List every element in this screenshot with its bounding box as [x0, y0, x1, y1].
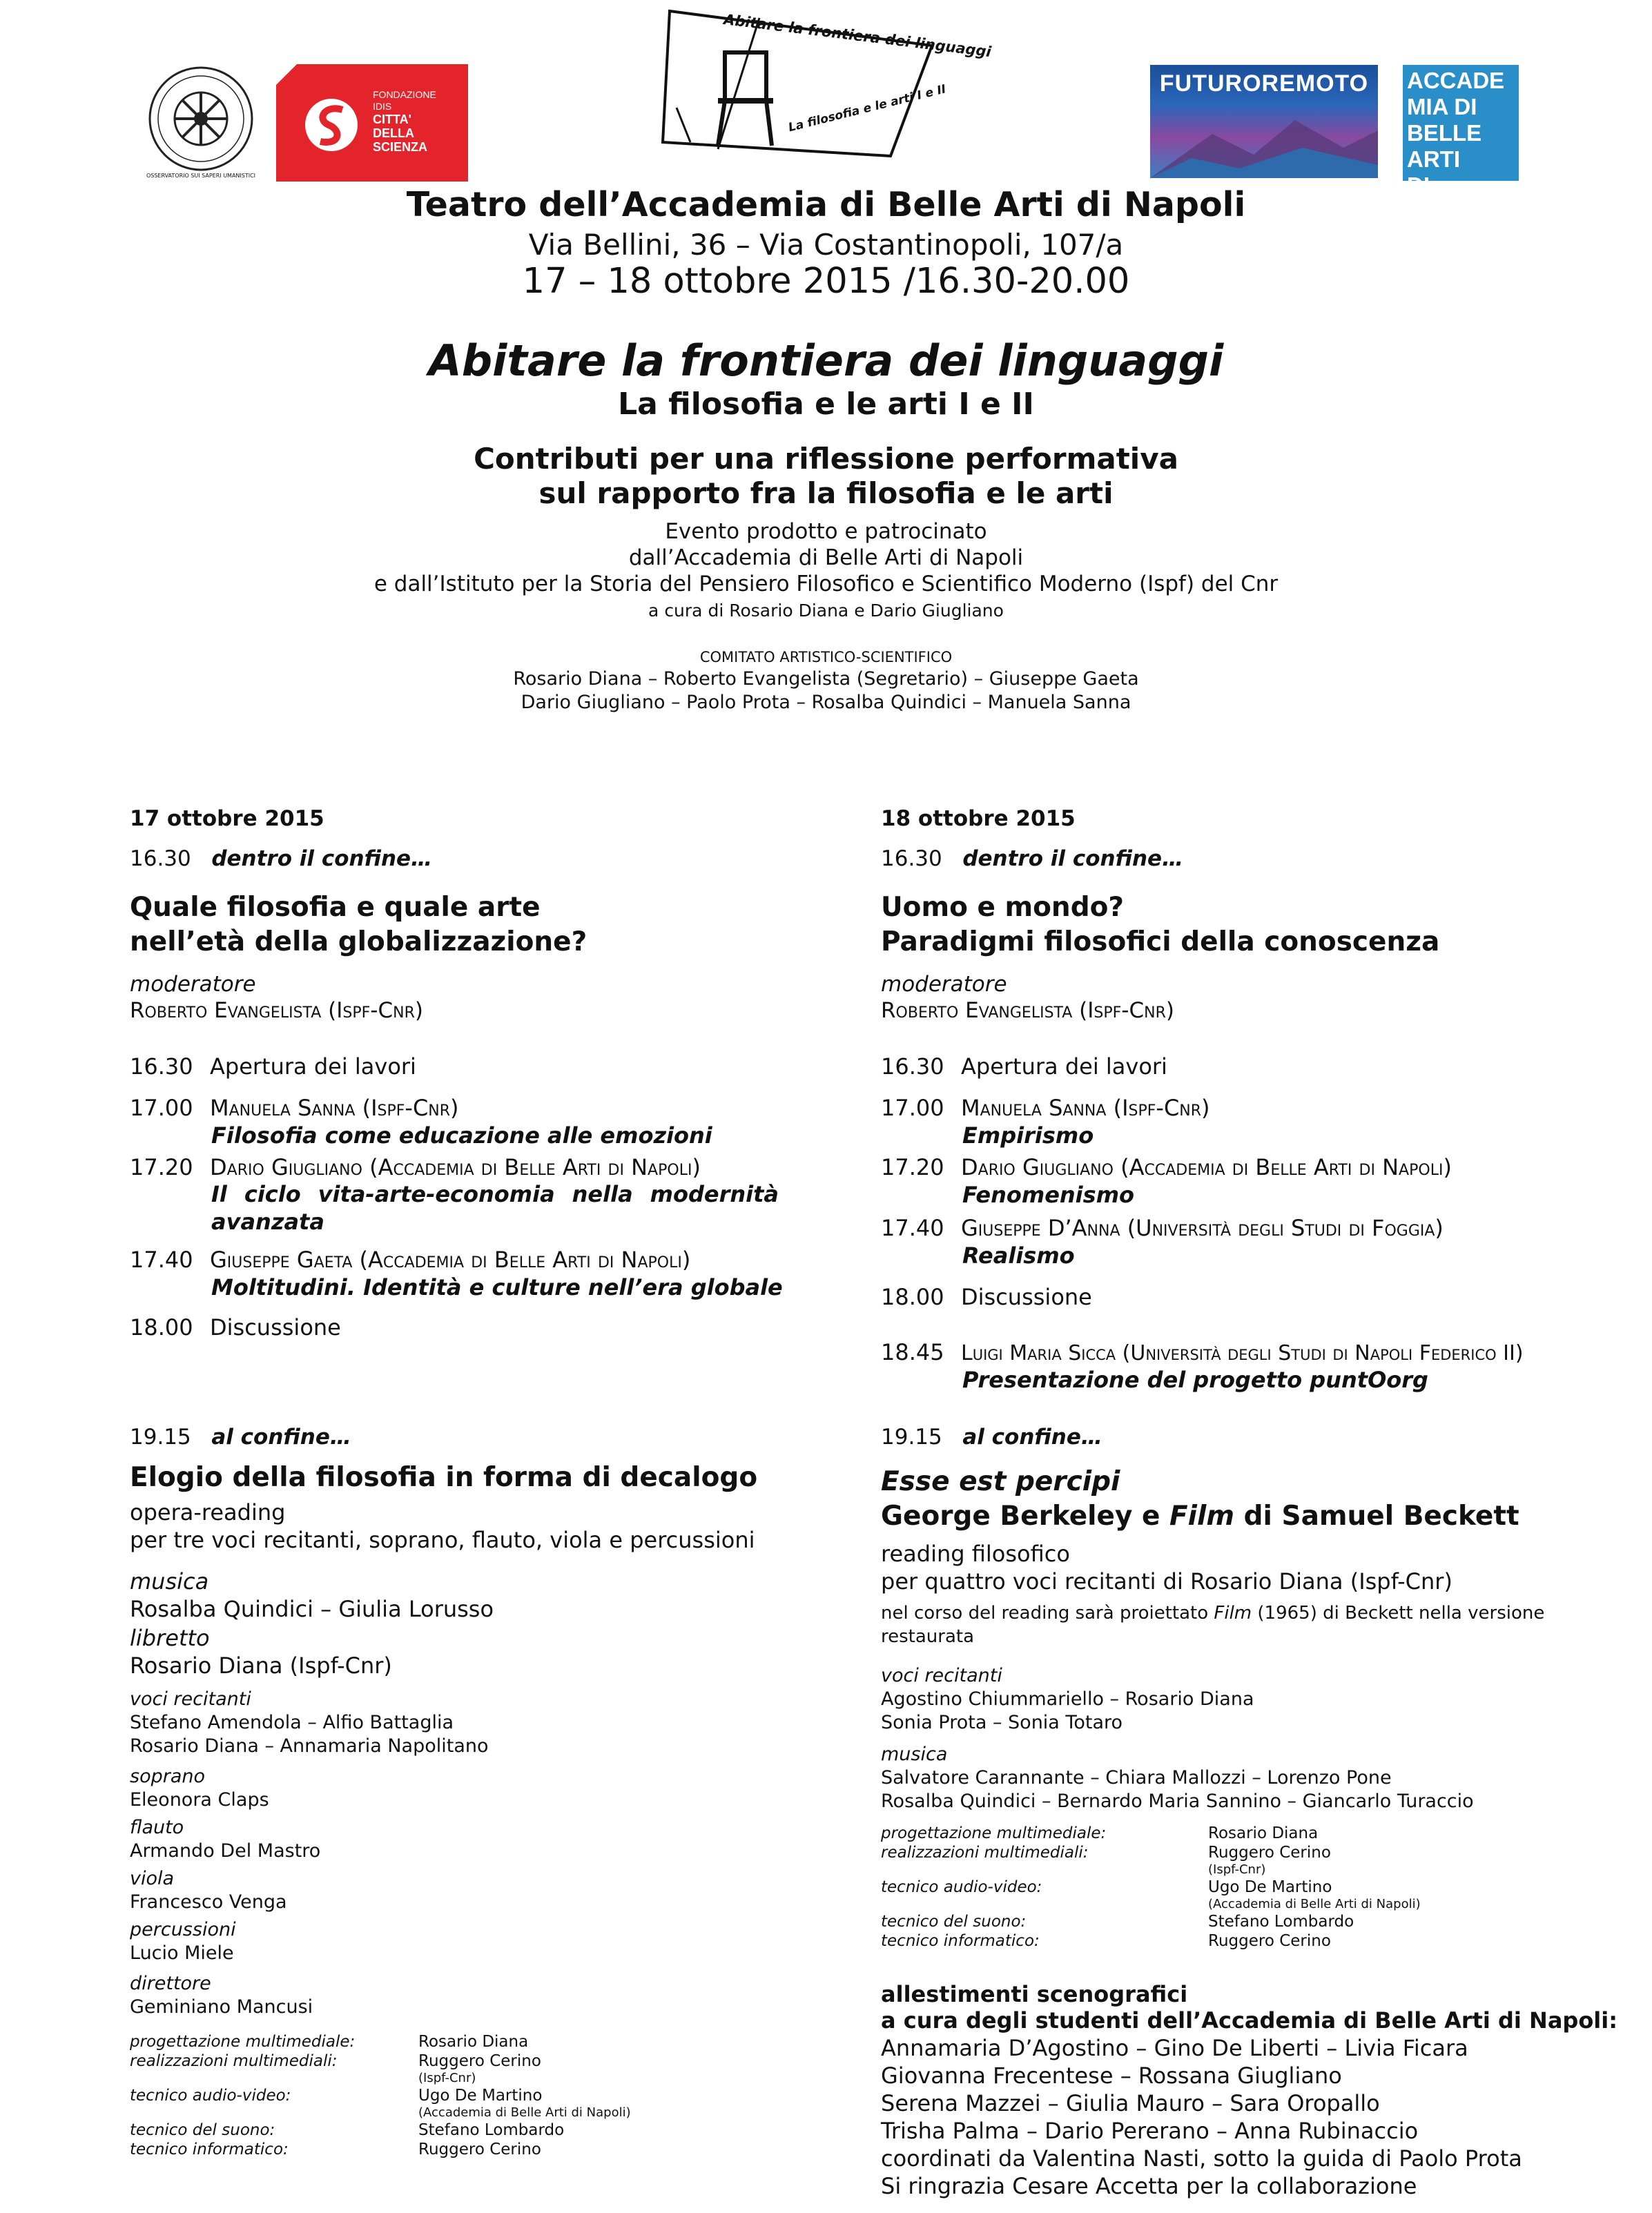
day1-credit-label-1: progettazione multimediale: [130, 2033, 356, 2051]
day1-item-5-text: Discussione [210, 1314, 341, 1341]
day2-credit-value-2: Ruggero Cerino [1208, 1844, 1331, 1862]
futuro-remoto-text: FUTUROREMOTO [1159, 70, 1369, 97]
day1-evening-session [130, 1425, 351, 1450]
banner-text: Abitare la frontiera dei linguaggi [723, 11, 993, 61]
day2-evening-sub1: reading filosofico [881, 1541, 1070, 1567]
day1-credit-value-4: Stefano Lombardo [418, 2121, 565, 2139]
day2-musica2: Rosalba Quindici – Bernardo Maria Sannino – Giancarlo Turaccio [881, 1791, 1474, 1812]
day1-evening-label: al confine… [211, 1425, 351, 1450]
day1-voci2: Rosario Diana – Annamaria Napolitano [130, 1735, 489, 1757]
day2-session-label: dentro il confine… [962, 846, 1184, 871]
day1-credit-label-2: realizzazioni multimediali: [130, 2052, 338, 2070]
day1-voci-label: voci recitanti [130, 1688, 251, 1710]
day2-evening-title2c: di Samuel Beckett [1234, 1501, 1519, 1532]
day2-evening-session [881, 1425, 1102, 1450]
cura-line: a cura di Rosario Diana e Dario Giugliano [648, 601, 1004, 621]
day1-item-4 [130, 1247, 690, 1273]
day1-item-3-text: Dario Giugliano (Accademia di Belle Arti di Napoli) [210, 1154, 701, 1180]
day2-item-1-time: 16.30 [881, 1053, 944, 1080]
day2-voci-label: voci recitanti [881, 1665, 1002, 1686]
event-subtitle: La filosofia e le arti I e II [618, 387, 1034, 422]
day1-libretto-label: libretto [130, 1625, 210, 1651]
evento-line-2: dall’Accademia di Belle Arti di Napoli [628, 545, 1024, 570]
day2-credit-label-1: progettazione multimediale: [881, 1824, 1107, 1842]
day1-voci1: Stefano Amendola – Alfio Battaglia [130, 1712, 454, 1733]
day1-credits [130, 2032, 631, 2159]
day2-musica1: Salvatore Carannante – Chiara Mallozzi – Lorenzo Pone [881, 1767, 1392, 1788]
day1-topic-line2: nell’età della globalizzazione? [130, 926, 587, 957]
day1-viola: Francesco Venga [130, 1891, 287, 1913]
day2-item-4 [881, 1215, 1444, 1241]
day1-credit-value-2: Ruggero Cerino [418, 2052, 541, 2070]
day2-session [881, 846, 1183, 871]
banner-subtext: La filosofia e le arti I e II [787, 82, 948, 135]
day2-credit-sub-3: (Accademia di Belle Arti di Napoli) [1208, 1897, 1421, 1911]
day1-libretto: Rosario Diana (Ispf-Cnr) [130, 1653, 392, 1679]
day2-topic-line1: Uomo e mondo? [881, 892, 1125, 923]
day2-item-6-text: Luigi Maria Sicca (Università degli Studi di Napoli Federico II) [961, 1341, 1524, 1365]
citta-line4: DELLA [373, 126, 414, 140]
day2-credit-label-2: realizzazioni multimediali: [881, 1844, 1089, 1862]
venue-address: Via Bellini, 36 – Via Costantinopoli, 107/a [528, 228, 1124, 262]
day2-moderatore-label: moderatore [881, 972, 1007, 997]
evento-line-1: Evento prodotto e patrocinato [665, 519, 987, 544]
accademia-l3: BELLE ARTI [1407, 120, 1482, 172]
contrib-line-1: Contributi per una riflessione performativa [474, 442, 1178, 476]
day2-item-2 [881, 1095, 1210, 1121]
day1-item-4-time: 17.40 [130, 1247, 193, 1273]
day1-item-3-time: 17.20 [130, 1154, 193, 1180]
day2-topic-line2: Paradigmi filosofici della conoscenza [881, 926, 1440, 957]
citta-line2: IDIS [373, 101, 392, 112]
banner-chair-logo [649, 4, 993, 164]
day2-session-time: 16.30 [881, 846, 942, 871]
day2-evening-title2b: Film [1169, 1501, 1235, 1532]
accademia-l2: MIA DI [1407, 94, 1477, 119]
comitato-line-2: Dario Giugliano – Paolo Prota – Rosalba Quindici – Manuela Sanna [521, 692, 1131, 713]
event-title: Abitare la frontiera dei linguaggi [428, 335, 1224, 386]
event-dates: 17 – 18 ottobre 2015 /16.30-20.00 [522, 261, 1130, 302]
day2-item-6-time: 18.45 [881, 1339, 944, 1365]
citta-line1: FONDAZIONE [373, 89, 436, 100]
citta-line3: CITTA' [373, 113, 411, 126]
day2-credit-label-5: tecnico informatico: [881, 1932, 1040, 1950]
day2-item-3-time: 17.20 [881, 1154, 944, 1180]
day2-credit-label-3: tecnico audio-video: [881, 1878, 1042, 1896]
day1-flauto-label: flauto [130, 1817, 184, 1838]
day1-item-1-text: Apertura dei lavori [210, 1053, 416, 1080]
futuro-remoto-logo [1150, 65, 1378, 178]
day2-evening-time: 19.15 [881, 1425, 942, 1450]
day2-voci2: Sonia Prota – Sonia Totaro [881, 1712, 1123, 1733]
evento-line-3: e dall’Istituto per la Storia del Pensiero Filosofico e Scientifico Moderno (Ispf) del Cnr [373, 572, 1279, 596]
day2-item-3-text: Dario Giugliano (Accademia di Belle Arti di Napoli) [961, 1154, 1452, 1180]
day1-musica: Rosalba Quindici – Giulia Lorusso [130, 1596, 494, 1622]
day1-item-2-time: 17.00 [130, 1095, 193, 1121]
day2-credit-label-4: tecnico del suono: [881, 1913, 1027, 1931]
day1-soprano: Eleonora Claps [130, 1789, 269, 1811]
day2-item-5-text: Discussione [961, 1284, 1092, 1310]
day2-item-6 [881, 1339, 1524, 1365]
day1-item-4-talk: Moltitudini. Identità e culture nell’era globale [211, 1274, 783, 1300]
day2-credit-value-3: Ugo De Martino [1208, 1878, 1332, 1896]
day1-musica-label: musica [130, 1568, 209, 1595]
day2-note-a: nel corso del reading sarà proiettato [881, 1603, 1214, 1624]
day1-topic-line1: Quale filosofia e quale arte [130, 892, 541, 923]
day1-date: 17 ottobre 2015 [130, 806, 324, 831]
citta-line5: SCIENZA [373, 140, 428, 154]
day2-voci1: Agostino Chiummariello – Rosario Diana [881, 1688, 1254, 1710]
day1-viola-label: viola [130, 1868, 175, 1889]
day2-item-1-text: Apertura dei lavori [961, 1053, 1167, 1080]
day1-credit-label-4: tecnico del suono: [130, 2121, 275, 2139]
day2-item-5-time: 18.00 [881, 1284, 944, 1310]
day2-thanks: Si ringrazia Cesare Accetta per la collaborazione [881, 2173, 1417, 2199]
day1-flauto: Armando Del Mastro [130, 1840, 321, 1862]
citta-della-scienza-logo [276, 64, 468, 182]
day2-note-c: (1965) di Beckett nella versione [1252, 1603, 1545, 1624]
day2-item-2-talk: Empirismo [962, 1122, 1094, 1149]
day1-direttore: Geminiano Mancusi [130, 1996, 313, 2018]
day1-credit-value-1: Rosario Diana [418, 2033, 529, 2051]
day2-item-4-talk: Realismo [962, 1242, 1075, 1269]
day2-evening-sub2: per quattro voci recitanti di Rosario Diana (Ispf-Cnr) [881, 1568, 1452, 1595]
day1-item-2-talk: Filosofia come educazione alle emozioni [211, 1122, 712, 1149]
day1-item-5 [130, 1314, 341, 1341]
day2-item-6-talk: Presentazione del progetto puntOorg [962, 1367, 1428, 1393]
day2-credit-value-1: Rosario Diana [1208, 1824, 1319, 1842]
day2-item-2-time: 17.00 [881, 1095, 944, 1121]
day1-item-1-time: 16.30 [130, 1053, 193, 1080]
day1-evening-sub2: per tre voci recitanti, soprano, flauto, viola e percussioni [130, 1527, 755, 1553]
day1-evening-time: 19.15 [130, 1425, 191, 1450]
day1-credit-sub-3: (Accademia di Belle Arti di Napoli) [418, 2105, 631, 2120]
contrib-line-2: sul rapporto fra la filosofia e le arti [538, 476, 1114, 510]
ispf-seal-logo [135, 62, 266, 186]
day2-note [881, 1603, 1544, 1624]
accademia-l4: DI NAPOLI [1407, 173, 1493, 224]
day1-session-time: 16.30 [130, 846, 191, 871]
day2-evening-label: al confine… [962, 1425, 1102, 1450]
day2-allest2: a cura degli studenti dell’Accademia di Belle Arti di Napoli: [881, 2007, 1618, 2034]
day2-stud1: Annamaria D’Agostino – Gino De Liberti – Livia Ficara [881, 2035, 1468, 2061]
day1-item-3 [130, 1154, 701, 1180]
day1-moderatore: Roberto Evangelista (Ispf-Cnr) [130, 998, 423, 1023]
day1-evening-title: Elogio della filosofia in forma di decalogo [130, 1462, 758, 1493]
day2-note-b: Film [1214, 1603, 1252, 1624]
day2-item-3 [881, 1154, 1452, 1180]
day1-credit-value-3: Ugo De Martino [418, 2087, 543, 2105]
day2-credit-sub-2: (Ispf-Cnr) [1208, 1862, 1266, 1877]
day2-stud3: Serena Mazzei – Giulia Mauro – Sara Oropallo [881, 2090, 1380, 2116]
day1-percussioni: Lucio Miele [130, 1942, 234, 1964]
day2-coord: coordinati da Valentina Nasti, sotto la guida di Paolo Prota [881, 2145, 1522, 2172]
day1-credit-label-5: tecnico informatico: [130, 2141, 289, 2158]
day1-item-5-time: 18.00 [130, 1314, 193, 1341]
day2-allest1: allestimenti scenografici [881, 1981, 1188, 2007]
day2-credit-value-4: Stefano Lombardo [1208, 1913, 1354, 1931]
day1-item-1 [130, 1053, 416, 1080]
day2-evening-title2 [881, 1501, 1519, 1532]
day1-item-2 [130, 1095, 459, 1121]
day1-credit-sub-2: (Ispf-Cnr) [418, 2071, 476, 2085]
day1-moderatore-label: moderatore [130, 972, 256, 997]
seal-caption: OSSERVATORIO SUI SAPERI UMANISTICI [146, 173, 256, 179]
accademia-logo [1403, 65, 1519, 224]
day1-soprano-label: soprano [130, 1766, 206, 1787]
day2-note-d: restaurata [881, 1626, 975, 1647]
day1-credit-label-3: tecnico audio-video: [130, 2087, 291, 2105]
day1-credit-value-5: Ruggero Cerino [418, 2141, 541, 2158]
day2-date: 18 ottobre 2015 [881, 806, 1076, 831]
day2-stud4: Trisha Palma – Dario Pererano – Anna Rubinaccio [881, 2118, 1419, 2144]
day2-item-3-talk: Fenomenismo [962, 1182, 1135, 1208]
day1-item-2-text: Manuela Sanna (Ispf-Cnr) [210, 1095, 459, 1121]
day2-item-4-text: Giuseppe D’Anna (Università degli Studi di Foggia) [961, 1215, 1444, 1241]
day2-credit-value-5: Ruggero Cerino [1208, 1932, 1331, 1950]
day1-evening-sub1: opera-reading [130, 1499, 286, 1525]
accademia-l1: ACCADE [1407, 68, 1505, 93]
day2-item-5 [881, 1284, 1092, 1310]
day2-evening-title2a: George Berkeley e [881, 1501, 1170, 1532]
day2-item-1 [881, 1053, 1167, 1080]
day1-session-label: dentro il confine… [211, 846, 433, 871]
day2-stud2: Giovanna Frecentese – Rossana Giugliano [881, 2063, 1342, 2089]
day2-moderatore: Roberto Evangelista (Ispf-Cnr) [881, 998, 1174, 1023]
day2-item-4-time: 17.40 [881, 1215, 944, 1241]
day2-musica-label: musica [881, 1744, 948, 1765]
day1-item-4-text: Giuseppe Gaeta (Accademia di Belle Arti di Napoli) [210, 1247, 691, 1273]
comitato-heading: COMITATO ARTISTICO-SCIENTIFICO [699, 649, 953, 665]
day1-percussioni-label: percussioni [130, 1919, 236, 1940]
venue-title: Teatro dell’Accademia di Belle Arti di Napoli [406, 185, 1246, 224]
day1-session [130, 846, 432, 871]
day2-item-2-text: Manuela Sanna (Ispf-Cnr) [961, 1095, 1210, 1121]
day1-direttore-label: direttore [130, 1973, 211, 1994]
day2-credits [881, 1824, 1421, 1951]
comitato-line-1: Rosario Diana – Roberto Evangelista (Segretario) – Giuseppe Gaeta [513, 668, 1139, 690]
day1-item-3-talk: Il ciclo vita-arte-economia nella modernità avanzata [211, 1181, 779, 1235]
day2-evening-title1: Esse est percipi [881, 1466, 1120, 1497]
